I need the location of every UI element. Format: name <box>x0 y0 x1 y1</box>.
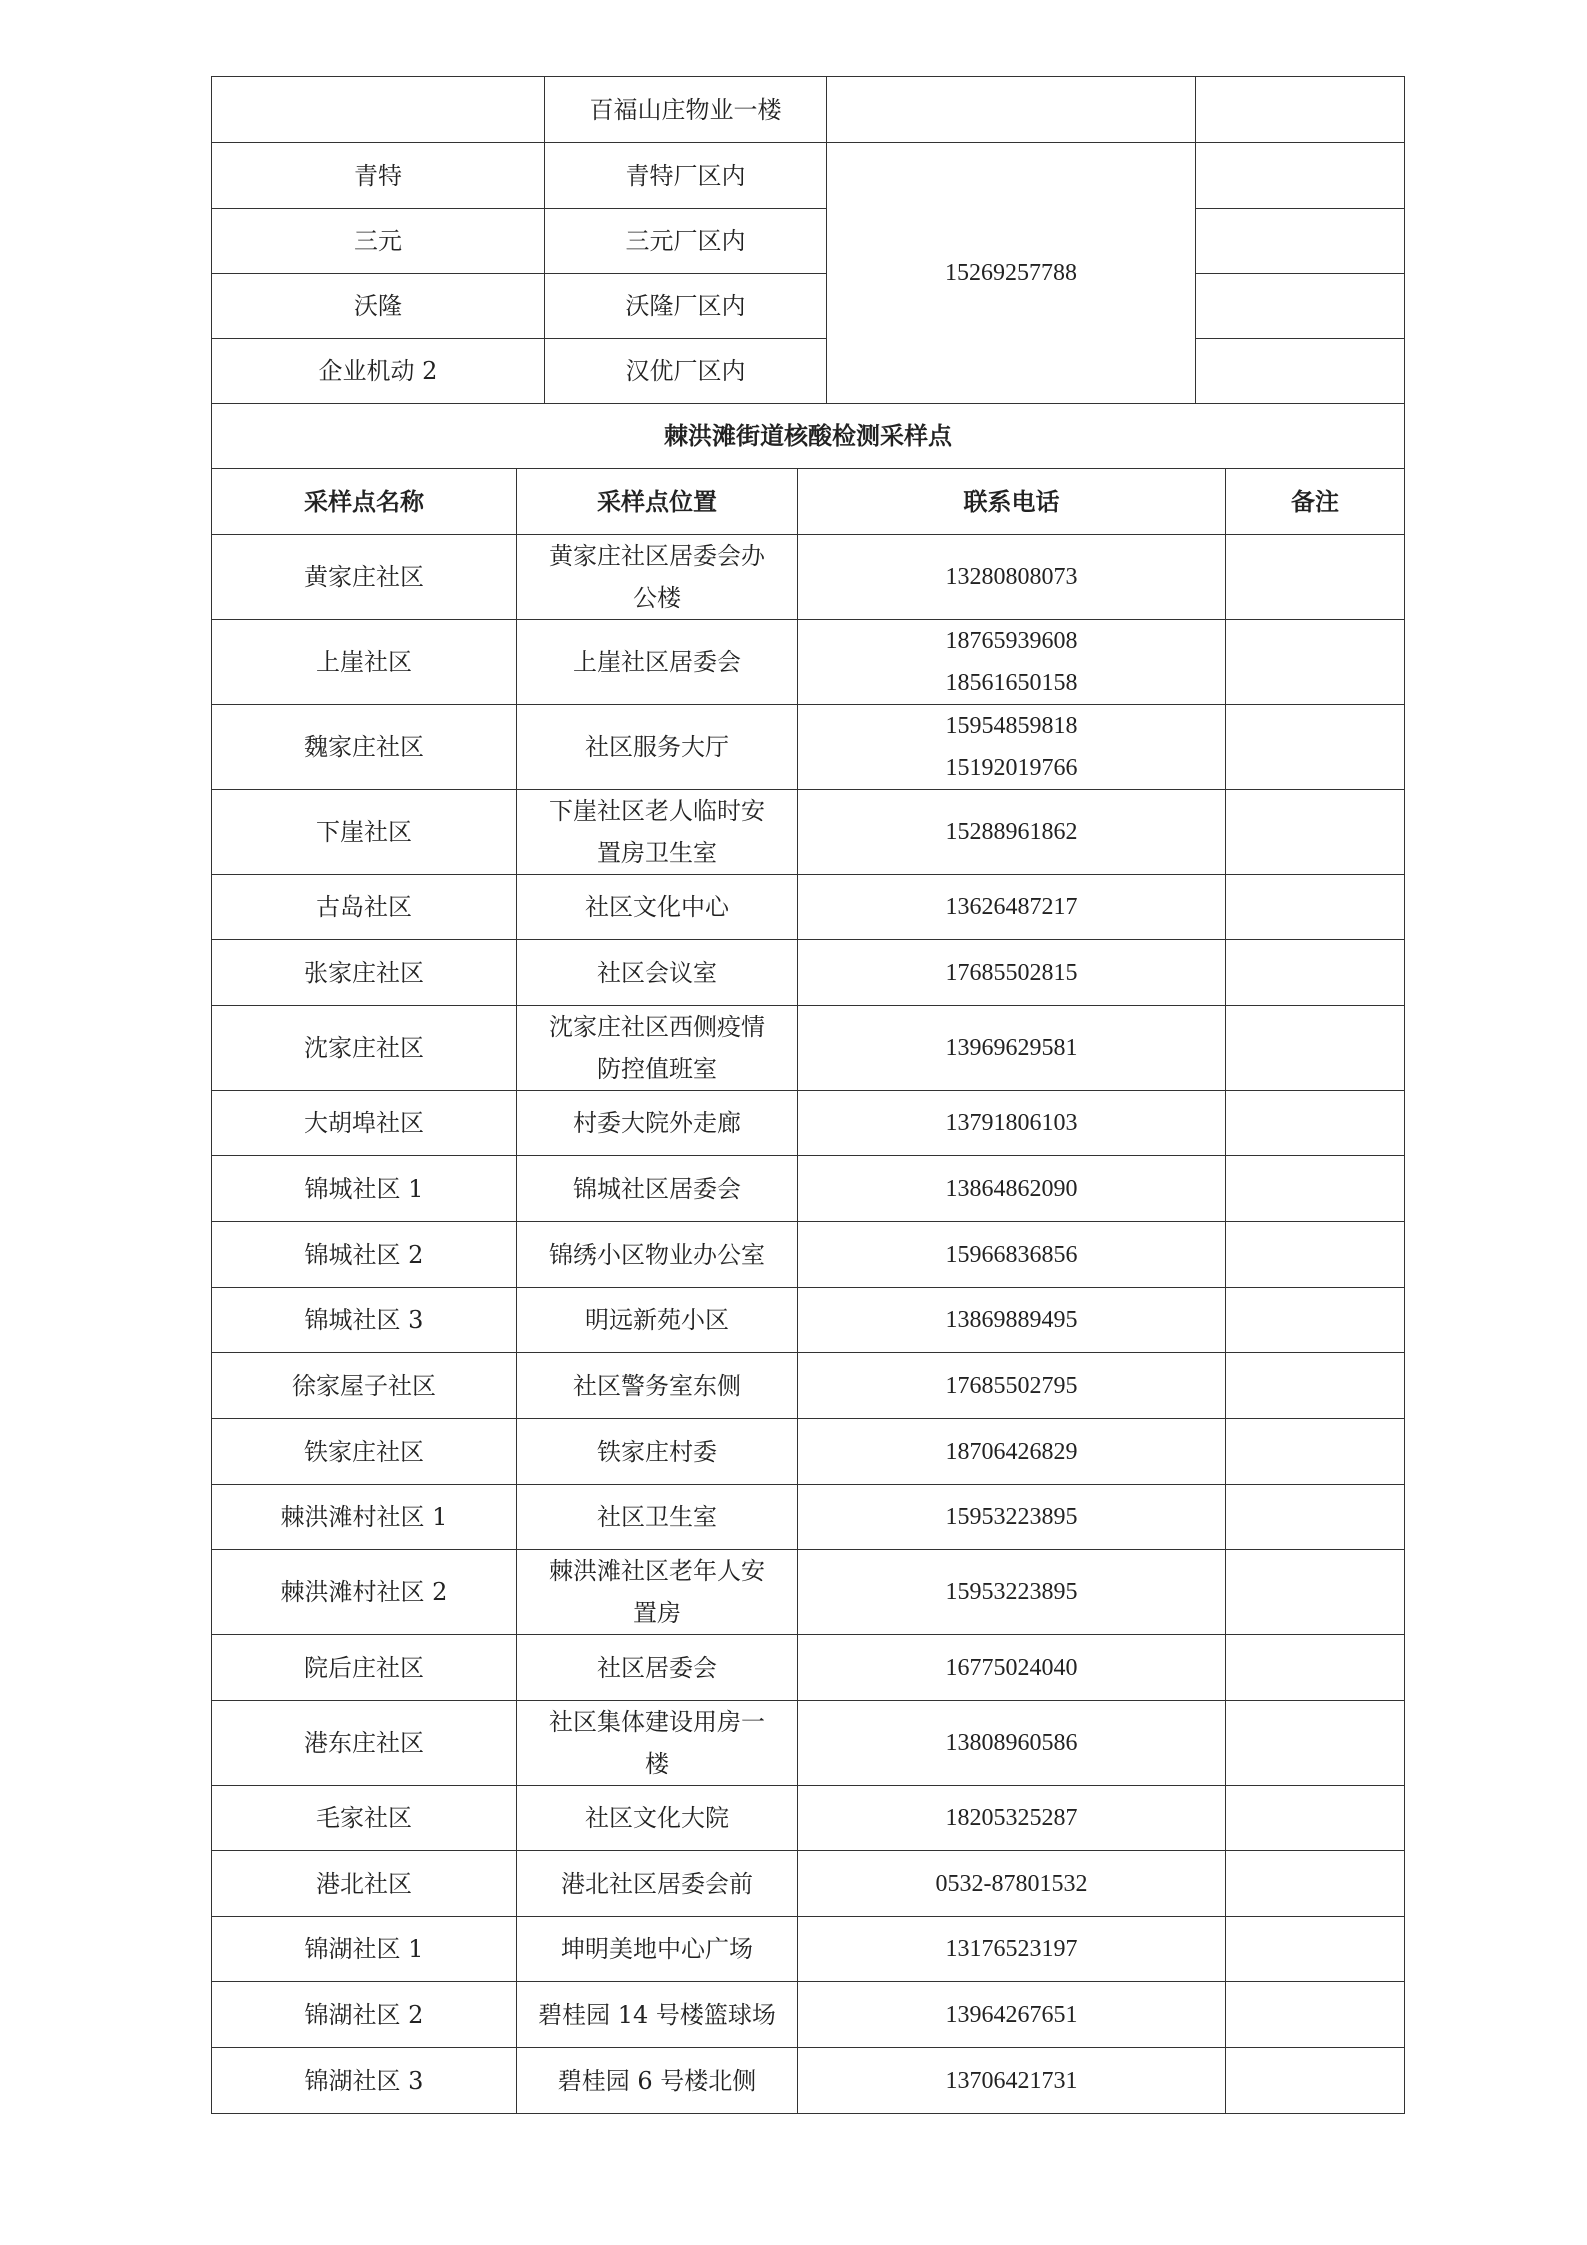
name-cell: 锦湖社区 1 <box>212 1917 517 1982</box>
phone-cell <box>798 1635 1226 1701</box>
note-cell <box>1226 620 1405 705</box>
note-cell <box>1226 1786 1405 1851</box>
name-cell: 棘洪滩村社区 1 <box>212 1485 517 1550</box>
table-row <box>212 1091 1405 1156</box>
location-line: 社区卫生室 <box>597 1503 717 1531</box>
phone-number: 15954859818 <box>945 713 1078 739</box>
location-line: 社区警务室东侧 <box>573 1371 741 1400</box>
table-row <box>212 209 1405 274</box>
phone-cell <box>798 1851 1226 1917</box>
phone-number: 13280808073 <box>945 564 1078 590</box>
header-location: 采样点位置 <box>517 469 798 535</box>
note-cell <box>1226 1550 1405 1635</box>
note-cell <box>1196 274 1405 339</box>
note-cell <box>1226 1156 1405 1222</box>
location-line: 社区文化中心 <box>585 893 729 921</box>
note-cell <box>1226 1485 1405 1550</box>
name-cell <box>212 77 545 143</box>
note-cell <box>1226 1701 1405 1786</box>
phone-cell <box>798 1917 1226 1982</box>
location-line: 碧桂园 14 号楼篮球场 <box>538 2000 776 2029</box>
location-cell <box>517 620 798 705</box>
phone-cell <box>798 1156 1226 1222</box>
name-cell: 徐家屋子社区 <box>212 1353 517 1419</box>
location-line: 楼 <box>645 1750 669 1778</box>
table-row <box>212 1419 1405 1485</box>
location-line: 锦城社区居委会 <box>573 1174 741 1203</box>
note-cell <box>1226 2048 1405 2114</box>
note-cell <box>1226 535 1405 620</box>
name-cell: 港东庄社区 <box>212 1701 517 1786</box>
note-cell <box>1196 339 1405 404</box>
phone-cell <box>798 875 1226 940</box>
location-line: 社区文化大院 <box>585 1804 729 1832</box>
phone-number: 18706426829 <box>945 1438 1078 1465</box>
sampling-points-table <box>211 403 1405 2114</box>
table-row <box>212 143 1405 209</box>
top-table <box>211 76 1405 404</box>
table-row <box>212 705 1405 790</box>
phone-cell <box>798 940 1226 1006</box>
phone-cell <box>798 620 1226 705</box>
location-line: 棘洪滩社区老年人安 <box>549 1557 765 1585</box>
table-row <box>212 620 1405 705</box>
name-cell: 大胡埠社区 <box>212 1091 517 1156</box>
name-cell: 古岛社区 <box>212 875 517 940</box>
location-cell: 三元厂区内 <box>545 209 827 274</box>
table-row <box>212 1353 1405 1419</box>
location-cell <box>517 1786 798 1851</box>
location-cell <box>517 1222 798 1288</box>
phone-cell <box>798 1485 1226 1550</box>
shared-phone-cell: 15269257788 <box>827 143 1196 404</box>
location-line: 公楼 <box>633 584 681 612</box>
table-row <box>212 1917 1405 1982</box>
location-line: 社区服务大厅 <box>585 733 729 761</box>
header-name: 采样点名称 <box>212 469 517 535</box>
note-cell <box>1196 77 1405 143</box>
name-cell: 锦湖社区 2 <box>212 1982 517 2048</box>
location-line: 锦绣小区物业办公室 <box>549 1240 765 1269</box>
phone-cell <box>798 1550 1226 1635</box>
note-cell <box>1226 1353 1405 1419</box>
table-row <box>212 790 1405 875</box>
phone-cell <box>798 1786 1226 1851</box>
location-line: 坤明美地中心广场 <box>561 1935 753 1963</box>
table-row <box>212 535 1405 620</box>
header-note: 备注 <box>1226 469 1405 535</box>
location-line: 上崖社区居委会 <box>573 648 741 676</box>
table-row <box>212 1485 1405 1550</box>
location-cell <box>517 1851 798 1917</box>
phone-number: 18765939608 <box>945 628 1078 654</box>
note-cell <box>1226 1006 1405 1091</box>
note-cell <box>1226 940 1405 1006</box>
table-body <box>212 535 1405 2114</box>
phone-cell <box>798 1288 1226 1353</box>
location-cell: 汉优厂区内 <box>545 339 827 404</box>
phone-cell <box>827 77 1196 143</box>
name-cell: 锦湖社区 3 <box>212 2048 517 2114</box>
name-cell: 铁家庄社区 <box>212 1419 517 1485</box>
name-cell: 黄家庄社区 <box>212 535 517 620</box>
phone-number: 13869889495 <box>945 1307 1078 1333</box>
phone-cell <box>798 705 1226 790</box>
location-line: 铁家庄村委 <box>597 1437 717 1466</box>
table-row <box>212 1288 1405 1353</box>
location-cell <box>517 705 798 790</box>
header-phone: 联系电话 <box>798 469 1226 535</box>
location-line: 社区集体建设用房一 <box>549 1708 765 1736</box>
table-row <box>212 940 1405 1006</box>
location-cell <box>517 1701 798 1786</box>
note-cell <box>1196 209 1405 274</box>
phone-number: 13706421731 <box>945 2067 1078 2094</box>
location-cell <box>517 535 798 620</box>
phone-number: 0532-87801532 <box>935 1870 1088 1897</box>
table-row <box>212 1635 1405 1701</box>
phone-number: 13964267651 <box>945 2001 1078 2028</box>
name-cell: 毛家社区 <box>212 1786 517 1851</box>
location-line: 港北社区居委会前 <box>561 1869 753 1898</box>
phone-number: 15953223895 <box>945 1579 1078 1605</box>
header-row <box>212 469 1405 535</box>
location-cell <box>517 1485 798 1550</box>
table-row <box>212 339 1405 404</box>
phone-number: 15966836856 <box>945 1241 1078 1268</box>
table-row <box>212 77 1405 143</box>
section-title: 棘洪滩街道核酸检测采样点 <box>212 404 1405 469</box>
name-cell: 锦城社区 1 <box>212 1156 517 1222</box>
note-cell <box>1226 1091 1405 1156</box>
phone-number: 17685502815 <box>945 959 1078 986</box>
location-cell <box>517 1091 798 1156</box>
note-cell <box>1226 1635 1405 1701</box>
phone-cell <box>798 2048 1226 2114</box>
phone-number: 18205325287 <box>945 1805 1078 1831</box>
table-row <box>212 1156 1405 1222</box>
location-line: 村委大院外走廊 <box>573 1109 741 1137</box>
phone-number: 15953223895 <box>945 1504 1078 1530</box>
phone-cell <box>798 1419 1226 1485</box>
location-line: 黄家庄社区居委会办 <box>549 542 765 570</box>
name-cell: 青特 <box>212 143 545 209</box>
phone-number: 15288961862 <box>945 819 1078 845</box>
table-row <box>212 1851 1405 1917</box>
table-row <box>212 1006 1405 1091</box>
name-cell: 企业机动 2 <box>212 339 545 404</box>
phone-cell <box>798 790 1226 875</box>
location-cell <box>517 1006 798 1091</box>
location-cell <box>517 1353 798 1419</box>
location-line: 下崖社区老人临时安 <box>549 797 765 825</box>
location-line: 置房卫生室 <box>597 839 717 867</box>
name-cell: 沃隆 <box>212 274 545 339</box>
location-cell: 沃隆厂区内 <box>545 274 827 339</box>
phone-cell <box>798 1353 1226 1419</box>
note-cell <box>1226 1917 1405 1982</box>
table-row <box>212 875 1405 940</box>
location-line: 置房 <box>633 1599 681 1627</box>
location-cell <box>517 1419 798 1485</box>
phone-cell <box>798 1222 1226 1288</box>
note-cell <box>1226 1982 1405 2048</box>
note-cell <box>1226 705 1405 790</box>
location-cell <box>517 1635 798 1701</box>
note-cell <box>1226 875 1405 940</box>
phone-number: 13791806103 <box>945 1110 1078 1136</box>
location-cell <box>517 1288 798 1353</box>
location-cell: 青特厂区内 <box>545 143 827 209</box>
location-cell <box>517 1156 798 1222</box>
location-cell <box>517 2048 798 2114</box>
name-cell: 魏家庄社区 <box>212 705 517 790</box>
phone-number: 13626487217 <box>945 894 1078 920</box>
location-cell <box>517 1917 798 1982</box>
location-cell <box>517 875 798 940</box>
note-cell <box>1226 1851 1405 1917</box>
phone-cell <box>798 1091 1226 1156</box>
location-line: 防控值班室 <box>597 1055 717 1083</box>
name-cell: 三元 <box>212 209 545 274</box>
name-cell: 棘洪滩村社区 2 <box>212 1550 517 1635</box>
note-cell <box>1226 1288 1405 1353</box>
phone-number: 13864862090 <box>945 1175 1078 1202</box>
table-row <box>212 2048 1405 2114</box>
phone-cell <box>798 1006 1226 1091</box>
table-row <box>212 1786 1405 1851</box>
phone-number: 13808960586 <box>945 1730 1078 1756</box>
location-cell <box>517 790 798 875</box>
section-title-row <box>212 404 1405 469</box>
table-row <box>212 1982 1405 2048</box>
location-line: 明远新苑小区 <box>585 1306 729 1334</box>
location-cell <box>517 1982 798 2048</box>
phone-number: 16775024040 <box>945 1654 1078 1681</box>
table-row <box>212 274 1405 339</box>
location-cell <box>517 940 798 1006</box>
location-line: 社区居委会 <box>597 1653 717 1682</box>
name-cell: 上崖社区 <box>212 620 517 705</box>
note-cell <box>1196 143 1405 209</box>
name-cell: 院后庄社区 <box>212 1635 517 1701</box>
name-cell: 张家庄社区 <box>212 940 517 1006</box>
location-line: 沈家庄社区西侧疫情 <box>549 1013 765 1041</box>
phone-number: 13969629581 <box>945 1035 1078 1061</box>
note-cell <box>1226 790 1405 875</box>
name-cell: 下崖社区 <box>212 790 517 875</box>
phone-number: 13176523197 <box>945 1936 1078 1962</box>
phone-cell <box>798 535 1226 620</box>
location-line: 碧桂园 6 号楼北侧 <box>557 2066 757 2095</box>
name-cell: 沈家庄社区 <box>212 1006 517 1091</box>
phone-number: 17685502795 <box>945 1372 1078 1399</box>
name-cell: 港北社区 <box>212 1851 517 1917</box>
note-cell <box>1226 1419 1405 1485</box>
location-line: 社区会议室 <box>597 958 717 987</box>
name-cell: 锦城社区 3 <box>212 1288 517 1353</box>
phone-number: 18561650158 <box>945 670 1078 696</box>
location-cell <box>517 1550 798 1635</box>
name-cell: 锦城社区 2 <box>212 1222 517 1288</box>
note-cell <box>1226 1222 1405 1288</box>
phone-cell <box>798 1982 1226 2048</box>
phone-cell <box>798 1701 1226 1786</box>
table-row <box>212 1222 1405 1288</box>
table-row <box>212 1701 1405 1786</box>
table-row <box>212 1550 1405 1635</box>
phone-number: 15192019766 <box>945 755 1078 781</box>
location-cell: 百福山庄物业一楼 <box>545 77 827 143</box>
